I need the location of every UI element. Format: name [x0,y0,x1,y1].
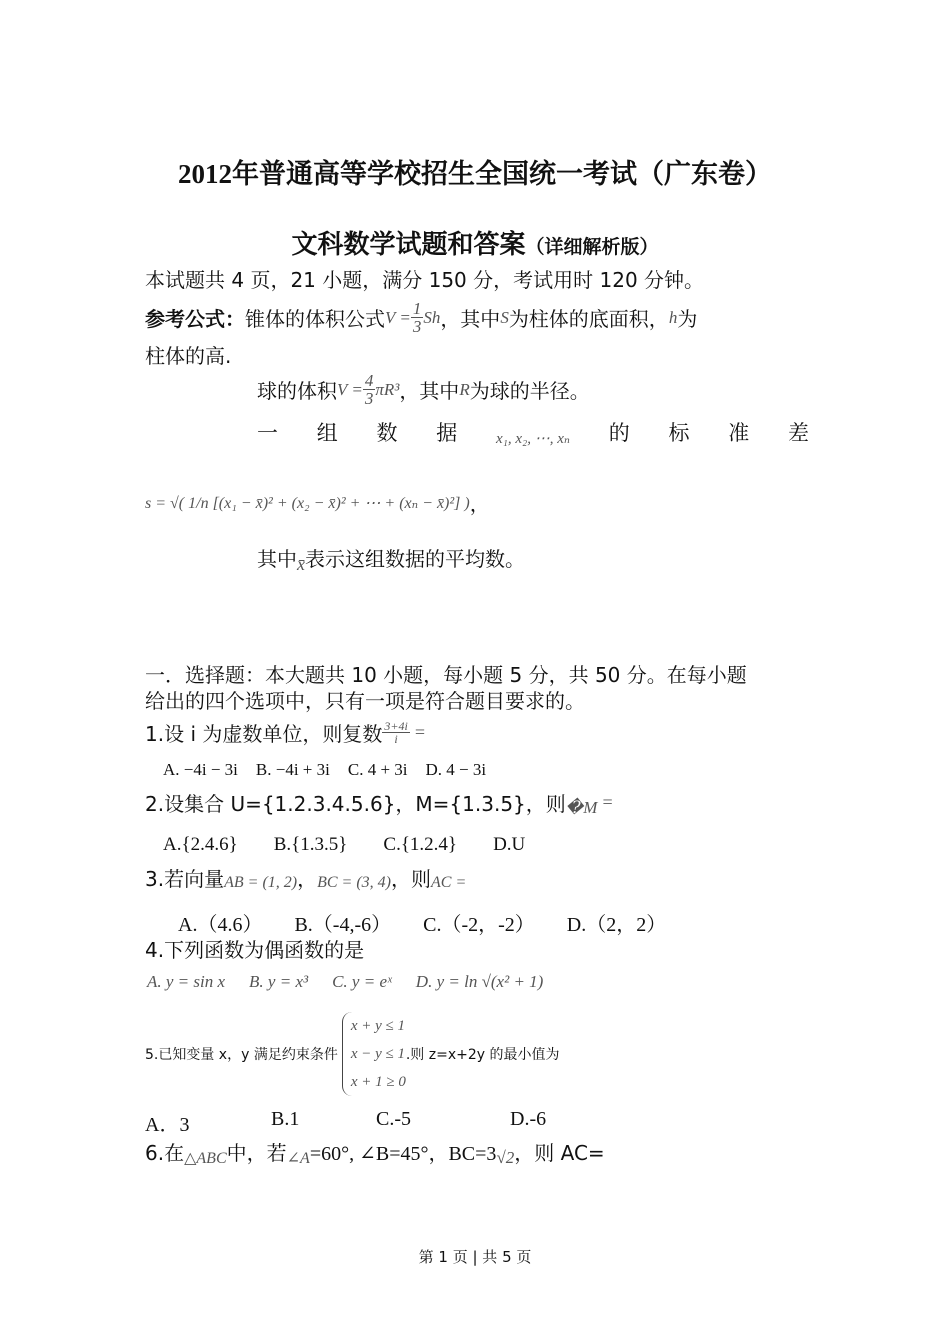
q4-option-b: B. y = x³ [249,972,309,991]
sphere-R: R [459,379,470,399]
q6-angle: ∠A [286,1150,310,1167]
sphere-frac-num: 4 [364,371,374,390]
doc-title: 2012年普通高等学校招生全国统一考试（广东卷） [178,159,772,189]
std-word-3: 数 [376,420,398,445]
q1-fraction [382,720,409,745]
std-word-8: 差 [787,420,809,445]
cone-mid3: 为 [677,307,698,331]
q2-eq: = [601,791,614,812]
q1-frac-num: 3+4i [384,719,408,733]
q2-complement: �M [565,798,598,817]
subtitle-note: （详细解析版） [525,236,659,258]
q5-tail: .则 z=x+2y 的最小值为 [405,1047,560,1063]
q1-eq: = [413,722,426,742]
sphere-fraction [363,372,376,407]
section1-heading-line2: 给出的四个选项中，只有一项是符合题目要求的。 [145,689,585,713]
page-footer: 第 1 页 | 共 5 页 [418,1248,532,1266]
intro-line1: 本试题共 4 页，21 小题，满分 150 分，考试用时 120 分钟。 [145,268,705,292]
std-formula-line [145,488,490,517]
q4-option-a: A. y = sin x [147,972,226,991]
q5-constraint-2: x − y ≤ 1 [350,1046,405,1062]
subtitle-main: 文科数学试题和答案 [291,230,526,260]
cone-mid1: ，其中 [440,307,501,331]
cone-h: h [668,307,678,327]
q5-option-a: A．3 [145,1114,190,1136]
q5-constraint-3: x + 1 ≥ 0 [350,1074,406,1090]
sphere-frac-den: 3 [364,389,374,408]
question-2-options [163,834,525,856]
sphere-rhs: πR³ [375,379,400,399]
section1-heading-line1: 一．选择题：本大题共 10 小题，每小题 5 分，共 50 分。在每小题 [145,663,747,687]
q3-option-d: D.（2，2） [566,914,667,936]
q3-ab: AB = (1, 2) [224,874,298,891]
std-dev-line [257,415,809,448]
ref-label: 参考公式： [145,307,245,331]
cone-line2: 柱体的高. [145,344,232,368]
q3-option-b: B.（-4,-6） [294,914,392,936]
q1-stem: 1.设 i 为虚数单位，则复数 [145,722,383,746]
question-3-stem [145,862,466,892]
sphere-suffix: 为球的半径。 [469,379,590,403]
cone-formula-line [145,300,697,335]
q6-triangle: △ABC [184,1150,227,1167]
q1-option-d: D. 4 − 3i [425,760,487,779]
question-3-options [178,908,666,937]
q1-frac-den: i [394,732,398,746]
cone-frac-num: 1 [412,299,422,318]
cone-lhs: V = [385,307,411,327]
mean-prefix: 其中 [257,547,297,571]
std-word-2: 组 [316,420,338,445]
mean-var: x̄ [297,554,305,574]
q5-constraint-system [342,1012,406,1096]
std-comma: ， [469,492,490,516]
std-word-1: 一 [257,420,278,445]
question-6-stem [145,1134,605,1168]
q5-option-c: C.-5 [376,1108,411,1130]
q3-stem: 3.若向量 [145,866,225,891]
mean-suffix: 表示这组数据的平均数。 [305,547,525,571]
q6-prefix: 6.在 [145,1140,185,1165]
q6-end: ，则 AC= [514,1140,605,1165]
q5-constraint-1: x + y ≤ 1 [350,1018,405,1034]
q3-option-c: C.（-2，-2） [423,914,535,936]
cone-rhs: Sh [423,307,441,327]
q4-option-d: D. y = ln √(x² + 1) [415,972,544,991]
q2-option-c: C.{1.2.4} [383,834,458,855]
q3-bc: BC = (3, 4) [317,874,391,891]
std-word-5: 的 [608,420,630,445]
cone-mid2: 为柱体的底面积， [508,307,669,331]
std-word-6: 标 [668,420,690,445]
cone-prefix: 锥体的体积公式 [245,307,385,331]
question-1-stem [145,718,426,747]
q2-option-a: A.{2.4.6} [163,834,238,855]
q1-option-c: C. 4 + 3i [347,760,408,779]
q2-stem: 2.设集合 U={1.2.3.4.5.6}，M={1.3.5}，则 [145,791,566,816]
q3-ac: AC = [431,874,467,891]
question-4-stem: 4.下列函数为偶函数的是 [145,938,365,962]
cone-frac-den: 3 [412,317,422,336]
question-4-options [147,972,543,992]
q1-option-a: A. −4i − 3i [163,760,238,779]
sphere-lhs: V = [337,379,363,399]
cone-S: S [500,307,509,327]
q2-option-b: B.{1.3.5} [273,834,348,855]
std-formula: s = √( 1/n [(x₁ − x̄)² + (x₂ − x̄)² + ⋯ + (xₙ − x̄)²] ) [145,494,470,512]
std-word-7: 准 [728,420,750,445]
q1-option-b: B. −4i + 3i [255,760,330,779]
q4-option-c: C. y = eˣ [332,972,392,991]
cone-fraction [411,300,424,335]
q6-sqrt: √2 [496,1148,515,1167]
q6-tail: =60°, ∠B=45°，BC=3 [309,1142,497,1165]
q6-mid: 中，若 [226,1140,287,1165]
q5-stem: 5.已知变量 x，y 满足约束条件 [145,1047,338,1063]
doc-subtitle [0,224,950,261]
question-2-stem [145,786,614,818]
sphere-mid: ，其中 [399,379,460,403]
q3-sep: ， [297,866,318,891]
question-1-options [163,760,486,780]
sphere-prefix: 球的体积 [257,379,337,403]
q3-then: ，则 [391,866,431,891]
sphere-formula-line [257,372,590,407]
q2-option-d: D.U [493,834,526,855]
q5-option-d: D.-6 [510,1108,547,1130]
q3-option-a: A.（4.6） [178,914,263,936]
question-5-stem [145,1012,559,1096]
q5-option-b: B.1 [271,1108,300,1130]
std-word-4: 据 [436,420,458,445]
std-vars: x₁, x₂, ⋯, xₙ [496,431,570,447]
mean-line [257,540,525,575]
